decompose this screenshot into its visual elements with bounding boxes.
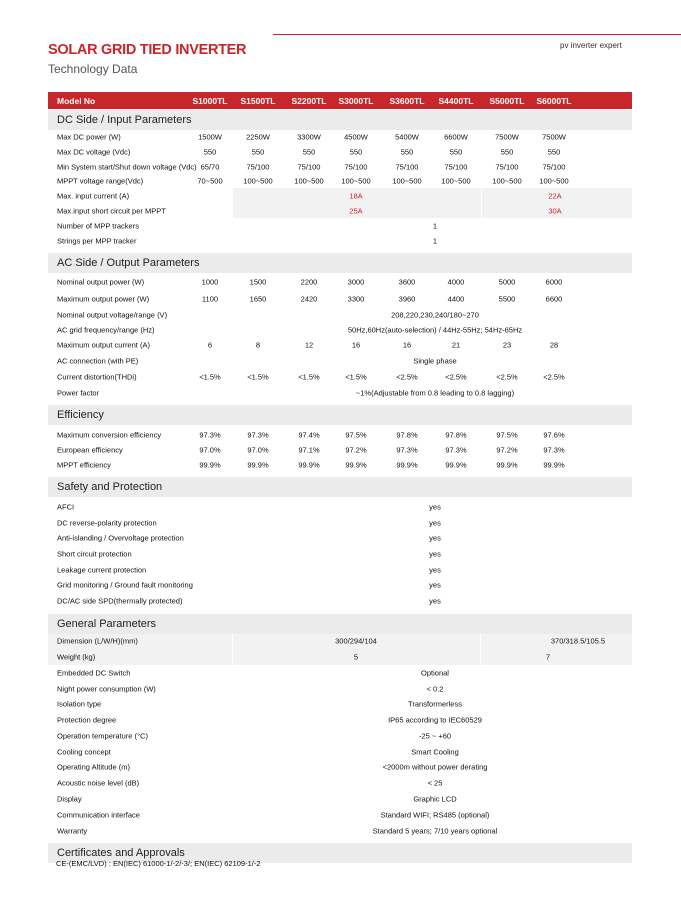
section-efficiency — [48, 404, 632, 425]
group-value: 5 — [353, 652, 359, 662]
value-cell: 97.5% — [345, 430, 367, 439]
value-cell: 5400W — [395, 132, 419, 142]
value-cell: 97.0% — [247, 445, 269, 454]
value-cell: 97.3% — [445, 445, 467, 454]
value-cell: 97.3% — [543, 445, 565, 454]
general-row — [48, 681, 632, 697]
model-column-header: S3600TL — [389, 96, 425, 106]
value-cell: 100~500 — [243, 176, 273, 186]
ac-thdi-row — [48, 369, 632, 385]
safety-value: yes — [429, 565, 441, 575]
row-label: Maximum output current (A) — [57, 340, 150, 350]
value-cell: 99.9% — [396, 460, 418, 469]
value-cell: 97.8% — [445, 430, 467, 439]
row-label: Night power consumption (W) — [57, 684, 156, 693]
model-no-label: Model No — [57, 96, 96, 106]
dc-row — [48, 130, 632, 144]
span-value: IP65 according to IEC60529 — [388, 715, 482, 725]
value-cell: 16 — [351, 340, 361, 350]
row-label: Anti-islanding / Overvoltage protection — [57, 533, 184, 543]
model-column-header: S4400TL — [438, 96, 474, 106]
value-cell: 1500W — [198, 132, 222, 142]
row-label: Grid monitoring / Ground fault monitoring — [57, 580, 193, 590]
value-cell: 550 — [251, 147, 265, 156]
row-label: Max DC power (W) — [57, 132, 121, 142]
ac-voltage-row — [48, 307, 632, 322]
value-cell: 100~500 — [492, 176, 522, 186]
row-label: Cooling concept — [57, 747, 111, 757]
row-label: Dimension (L/W/H)(mm) — [57, 636, 138, 646]
safety-value: yes — [429, 533, 441, 543]
dc-row — [48, 174, 632, 188]
safety-value: yes — [429, 518, 441, 528]
row-label: Operating Altitude (m) — [57, 762, 130, 772]
value-cell: 97.0% — [199, 445, 221, 454]
model-column-header: S3000TL — [338, 96, 374, 106]
value-cell: 2420 — [300, 294, 318, 303]
value-cell: 21 — [451, 340, 461, 350]
span-value: Optional — [421, 668, 449, 678]
value-cell: 75/100 — [297, 162, 321, 171]
row-label: Nominal output power (W) — [57, 277, 145, 287]
section-ac-title: AC Side / Output Parameters — [57, 257, 200, 269]
value-cell: 6600 — [545, 294, 563, 303]
table-header-row — [48, 92, 632, 109]
value-cell: 550 — [400, 147, 414, 156]
span-value: 1 — [432, 236, 438, 245]
value-cell: 7500W — [495, 132, 519, 142]
value-cell: 97.1% — [298, 445, 320, 454]
value-cell: <1.5% — [298, 372, 320, 382]
row-label: Leakage current protection — [57, 565, 147, 575]
safety-row — [48, 546, 632, 562]
general-row — [48, 791, 632, 807]
row-label: AC connection (with PE) — [57, 356, 139, 366]
dc-short-circuit-row — [48, 203, 632, 218]
safety-row — [48, 530, 632, 546]
row-label: Communication interface — [57, 810, 140, 820]
group-value: 300/294/104 — [335, 636, 377, 646]
value-cell: 16 — [402, 340, 412, 350]
value-cell: 97.2% — [496, 445, 518, 454]
value-cell: 99.9% — [199, 460, 221, 469]
value-cell: 3600 — [398, 277, 416, 287]
row-label: AFCI — [57, 502, 75, 512]
row-label: Nominal output voltage/range (V) — [57, 310, 168, 319]
value-cell: 5500 — [498, 294, 516, 303]
value-cell: 99.9% — [543, 460, 565, 469]
span-value: Smart Cooling — [411, 747, 459, 757]
span-value: < 25 — [427, 778, 443, 788]
efficiency-row — [48, 457, 632, 472]
header-rule — [273, 34, 681, 35]
span-value: 1 — [432, 221, 438, 230]
model-column-header: S2200TL — [291, 96, 327, 106]
row-label: Acoustic noise level (dB) — [57, 778, 140, 788]
general-row — [48, 665, 632, 681]
value-cell: <1.5% — [345, 372, 367, 382]
row-label: MPPT efficiency — [57, 460, 111, 469]
ac-frequency-row — [48, 322, 632, 337]
value-cell: 70~500 — [197, 176, 223, 186]
value-cell: 1500 — [249, 277, 267, 287]
dc-mppt-trackers-row — [48, 218, 632, 233]
value-cell: 75/100 — [395, 162, 419, 171]
value-cell: 550 — [203, 147, 217, 156]
value-cell: <1.5% — [199, 372, 221, 382]
section-dc — [48, 109, 632, 130]
group-value: 370/318.5/105.5 — [550, 636, 606, 646]
safety-row — [48, 515, 632, 531]
group-value: 30A — [548, 206, 562, 215]
value-cell: 1000 — [201, 277, 219, 287]
certificates-text: CE-(EMC/LVD) : EN(IEC) 61000-1/-2/-3/; EN(IEC) 62109-1/-2 — [56, 859, 261, 868]
row-label: Warranty — [57, 826, 88, 836]
value-cell: <2.5% — [496, 372, 518, 382]
dc-row — [48, 159, 632, 174]
model-column-header: S1500TL — [240, 96, 276, 106]
row-label: Weight (kg) — [57, 652, 96, 662]
general-row — [48, 760, 632, 776]
dc-row — [48, 144, 632, 159]
row-label: Maximum conversion efficiency — [57, 430, 162, 439]
value-cell: 4400 — [447, 294, 465, 303]
row-label: Maximum output power (W) — [57, 294, 150, 303]
span-value: ~1%(Adjustable from 0.8 leading to 0.8 lagging) — [355, 388, 515, 398]
value-cell: 65/70 — [200, 162, 220, 171]
value-cell: 97.6% — [543, 430, 565, 439]
value-cell: 75/100 — [542, 162, 566, 171]
section-dc-title: DC Side / Input Parameters — [57, 114, 192, 126]
value-cell: 23 — [502, 340, 512, 350]
row-label: European efficiency — [57, 445, 123, 454]
row-label: Short circuit protection — [57, 549, 132, 559]
efficiency-row — [48, 442, 632, 457]
value-cell: 97.3% — [247, 430, 269, 439]
value-cell: <1.5% — [247, 372, 269, 382]
span-value: Standard 5 years; 7/10 years optional — [372, 826, 498, 836]
value-cell: 550 — [500, 147, 514, 156]
section-general-title: General Parameters — [57, 617, 157, 630]
model-column-header: S5000TL — [489, 96, 525, 106]
section-safety-title: Safety and Protection — [57, 481, 163, 493]
value-cell: 6000 — [545, 277, 563, 287]
section-efficiency-title: Efficiency — [57, 409, 104, 421]
safety-value: yes — [429, 502, 441, 512]
value-cell: 550 — [302, 147, 316, 156]
group-value: 7 — [545, 652, 551, 662]
value-cell: 550 — [349, 147, 363, 156]
row-label: Operation temperature (°C) — [57, 731, 148, 741]
value-cell: 100~500 — [539, 176, 569, 186]
group-value: 18A — [349, 191, 363, 200]
group-value: 25A — [349, 206, 363, 215]
value-cell: 99.9% — [496, 460, 518, 469]
general-row — [48, 728, 632, 744]
span-value: Standard WIFI; RS485 (optional) — [380, 810, 490, 820]
value-cell: 75/100 — [246, 162, 270, 171]
row-label: Max DC voltage (Vdc) — [57, 147, 131, 156]
safety-value: yes — [429, 580, 441, 590]
safety-row — [48, 593, 632, 609]
value-cell: 99.9% — [345, 460, 367, 469]
spec-table — [48, 92, 632, 863]
value-cell: 75/100 — [344, 162, 368, 171]
general-row — [48, 712, 632, 728]
value-cell: 6 — [207, 340, 213, 350]
value-cell: 550 — [547, 147, 561, 156]
value-cell: 7500W — [542, 132, 566, 142]
value-cell: 2200 — [300, 277, 318, 287]
row-label: Strings per MPP tracker — [57, 236, 137, 245]
page-title: SOLAR GRID TIED INVERTER — [48, 42, 247, 58]
value-cell: 100~500 — [441, 176, 471, 186]
row-label: Protection degree — [57, 715, 117, 725]
section-ac — [48, 252, 632, 273]
value-cell: 550 — [449, 147, 463, 156]
value-cell: 3960 — [398, 294, 416, 303]
value-cell: 100~500 — [341, 176, 371, 186]
span-value: -25 ~ +60 — [418, 731, 452, 741]
safety-row — [48, 562, 632, 578]
efficiency-row — [48, 427, 632, 442]
row-label: Min System start/Shut down voltage (Vdc) — [57, 162, 197, 171]
tagline: pv inverter expert — [560, 41, 622, 50]
span-value: Graphic LCD — [413, 794, 457, 804]
general-row — [48, 696, 632, 712]
general-dimension-row — [48, 634, 632, 649]
safety-row — [48, 577, 632, 593]
value-cell: 97.4% — [298, 430, 320, 439]
value-cell: 99.9% — [298, 460, 320, 469]
row-label: Current distortion(THDi) — [57, 372, 137, 382]
value-cell: 100~500 — [392, 176, 422, 186]
value-cell: 75/100 — [444, 162, 468, 171]
row-label: Max.input short circuit per MPPT — [57, 206, 166, 215]
value-cell: 97.3% — [396, 445, 418, 454]
value-cell: 4500W — [344, 132, 368, 142]
page-subtitle: Technology Data — [48, 62, 138, 76]
value-cell: 99.9% — [247, 460, 269, 469]
general-row — [48, 823, 632, 839]
value-cell: 1650 — [249, 294, 267, 303]
section-certificates-title: Certificates and Approvals — [57, 846, 185, 859]
span-value: 208,220,230,240/180~270 — [391, 310, 479, 319]
row-label: Power factor — [57, 388, 100, 398]
row-label: DC reverse-polarity protection — [57, 518, 157, 528]
value-cell: 8 — [255, 340, 261, 350]
row-label: Embedded DC Switch — [57, 668, 131, 678]
value-cell: 12 — [304, 340, 314, 350]
value-cell: 3300 — [347, 294, 365, 303]
value-cell: <2.5% — [543, 372, 565, 382]
ac-current-row — [48, 337, 632, 353]
safety-value: yes — [429, 549, 441, 559]
row-label: Display — [57, 794, 82, 804]
model-column-header: S1000TL — [192, 96, 228, 106]
value-cell: 4000 — [447, 277, 465, 287]
safety-row — [48, 499, 632, 515]
general-row — [48, 807, 632, 823]
span-value: <2000m without power derating — [382, 762, 488, 772]
value-cell: <2.5% — [396, 372, 418, 382]
value-cell: 28 — [549, 340, 559, 350]
row-label: Number of MPP trackers — [57, 221, 139, 230]
safety-value: yes — [429, 596, 441, 606]
ac-max-power-row — [48, 290, 632, 307]
row-label: DC/AC side SPD(thermally protected) — [57, 596, 183, 606]
value-cell: 5000 — [498, 277, 516, 287]
value-cell: 100~500 — [294, 176, 324, 186]
value-cell: 97.5% — [496, 430, 518, 439]
general-weight-row — [48, 649, 632, 665]
general-row — [48, 744, 632, 760]
dc-max-input-current-row — [48, 188, 632, 203]
group-value: 22A — [548, 191, 562, 200]
row-label: AC grid frequency/range (Hz) — [57, 325, 155, 334]
value-cell: <2.5% — [445, 372, 467, 382]
row-label: Max. input current (A) — [57, 191, 130, 200]
span-value: Single phase — [413, 356, 457, 366]
span-value: Transformerless — [408, 699, 462, 709]
model-column-header: S6000TL — [536, 96, 572, 106]
row-label: Isolation type — [57, 699, 102, 709]
value-cell: 75/100 — [495, 162, 519, 171]
value-cell: 3000 — [347, 277, 365, 287]
value-cell: 97.3% — [199, 430, 221, 439]
value-cell: 6600W — [444, 132, 468, 142]
ac-nominal-power-row — [48, 274, 632, 290]
value-cell: 99.9% — [445, 460, 467, 469]
dc-strings-row — [48, 233, 632, 248]
ac-connection-row — [48, 353, 632, 369]
general-row — [48, 775, 632, 791]
value-cell: 97.8% — [396, 430, 418, 439]
row-label: MPPT voltage range(Vdc) — [57, 176, 144, 186]
span-value: 50Hz,60Hz(auto-selection) / 44Hz-55Hz; 54Hz-65Hz — [347, 325, 523, 334]
ac-power-factor-row — [48, 385, 632, 401]
value-cell: 1100 — [201, 294, 219, 303]
span-value: < 0.2 — [426, 684, 444, 693]
value-cell: 97.2% — [345, 445, 367, 454]
value-cell: 3300W — [297, 132, 321, 142]
section-general — [48, 613, 632, 634]
section-safety — [48, 476, 632, 497]
value-cell: 2250W — [246, 132, 270, 142]
